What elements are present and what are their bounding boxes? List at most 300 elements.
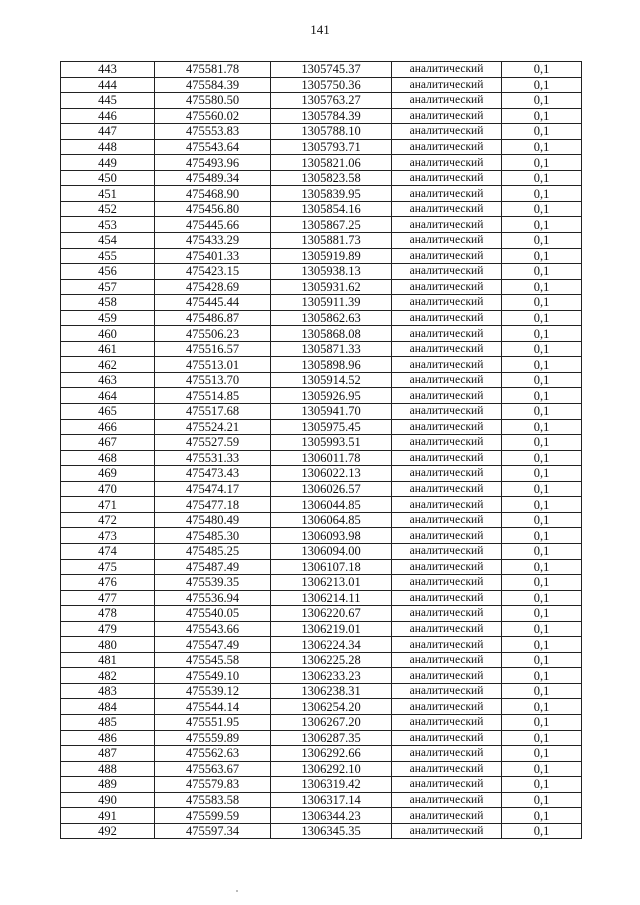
point-number-cell: 447 bbox=[61, 124, 155, 140]
method-cell: аналитический bbox=[392, 217, 502, 233]
x-coordinate-cell: 475513.01 bbox=[155, 357, 271, 373]
point-number-cell: 480 bbox=[61, 637, 155, 653]
x-coordinate-cell: 475543.66 bbox=[155, 621, 271, 637]
y-coordinate-cell: 1305898.96 bbox=[271, 357, 392, 373]
accuracy-cell: 0,1 bbox=[502, 683, 582, 699]
point-number-cell: 451 bbox=[61, 186, 155, 202]
table-row bbox=[61, 730, 582, 746]
accuracy-cell: 0,1 bbox=[502, 777, 582, 793]
method-cell: аналитический bbox=[392, 419, 502, 435]
x-coordinate-cell: 475445.66 bbox=[155, 217, 271, 233]
method-cell: аналитический bbox=[392, 652, 502, 668]
table-row bbox=[61, 186, 582, 202]
table-row bbox=[61, 528, 582, 544]
method-cell: аналитический bbox=[392, 404, 502, 420]
table-row bbox=[61, 419, 582, 435]
method-cell: аналитический bbox=[392, 543, 502, 559]
method-cell: аналитический bbox=[392, 777, 502, 793]
method-cell: аналитический bbox=[392, 279, 502, 295]
table-row bbox=[61, 683, 582, 699]
point-number-cell: 443 bbox=[61, 62, 155, 78]
y-coordinate-cell: 1305854.16 bbox=[271, 201, 392, 217]
accuracy-cell: 0,1 bbox=[502, 808, 582, 824]
x-coordinate-cell: 475487.49 bbox=[155, 559, 271, 575]
y-coordinate-cell: 1306267.20 bbox=[271, 714, 392, 730]
x-coordinate-cell: 475433.29 bbox=[155, 233, 271, 249]
y-coordinate-cell: 1305784.39 bbox=[271, 108, 392, 124]
table-row bbox=[61, 808, 582, 824]
y-coordinate-cell: 1306093.98 bbox=[271, 528, 392, 544]
y-coordinate-cell: 1306292.66 bbox=[271, 746, 392, 762]
point-number-cell: 485 bbox=[61, 714, 155, 730]
accuracy-cell: 0,1 bbox=[502, 77, 582, 93]
accuracy-cell: 0,1 bbox=[502, 139, 582, 155]
x-coordinate-cell: 475562.63 bbox=[155, 746, 271, 762]
table-row bbox=[61, 668, 582, 684]
accuracy-cell: 0,1 bbox=[502, 388, 582, 404]
accuracy-cell: 0,1 bbox=[502, 450, 582, 466]
x-coordinate-cell: 475559.89 bbox=[155, 730, 271, 746]
x-coordinate-cell: 475583.58 bbox=[155, 792, 271, 808]
table-row bbox=[61, 170, 582, 186]
table-row bbox=[61, 450, 582, 466]
x-coordinate-cell: 475473.43 bbox=[155, 466, 271, 482]
x-coordinate-cell: 475599.59 bbox=[155, 808, 271, 824]
y-coordinate-cell: 1306011.78 bbox=[271, 450, 392, 466]
point-number-cell: 479 bbox=[61, 621, 155, 637]
y-coordinate-cell: 1305823.58 bbox=[271, 170, 392, 186]
y-coordinate-cell: 1305938.13 bbox=[271, 264, 392, 280]
point-number-cell: 446 bbox=[61, 108, 155, 124]
accuracy-cell: 0,1 bbox=[502, 590, 582, 606]
method-cell: аналитический bbox=[392, 466, 502, 482]
y-coordinate-cell: 1306064.85 bbox=[271, 512, 392, 528]
y-coordinate-cell: 1305919.89 bbox=[271, 248, 392, 264]
x-coordinate-cell: 475480.49 bbox=[155, 512, 271, 528]
y-coordinate-cell: 1305941.70 bbox=[271, 404, 392, 420]
accuracy-cell: 0,1 bbox=[502, 326, 582, 342]
point-number-cell: 486 bbox=[61, 730, 155, 746]
accuracy-cell: 0,1 bbox=[502, 543, 582, 559]
x-coordinate-cell: 475456.80 bbox=[155, 201, 271, 217]
x-coordinate-cell: 475581.78 bbox=[155, 62, 271, 78]
method-cell: аналитический bbox=[392, 761, 502, 777]
x-coordinate-cell: 475549.10 bbox=[155, 668, 271, 684]
point-number-cell: 471 bbox=[61, 497, 155, 513]
table-row bbox=[61, 637, 582, 653]
x-coordinate-cell: 475485.30 bbox=[155, 528, 271, 544]
table-row bbox=[61, 108, 582, 124]
x-coordinate-cell: 475551.95 bbox=[155, 714, 271, 730]
x-coordinate-cell: 475579.83 bbox=[155, 777, 271, 793]
point-number-cell: 462 bbox=[61, 357, 155, 373]
y-coordinate-cell: 1305911.39 bbox=[271, 295, 392, 311]
accuracy-cell: 0,1 bbox=[502, 248, 582, 264]
y-coordinate-cell: 1306094.00 bbox=[271, 543, 392, 559]
method-cell: аналитический bbox=[392, 683, 502, 699]
y-coordinate-cell: 1305763.27 bbox=[271, 93, 392, 109]
table-row bbox=[61, 699, 582, 715]
y-coordinate-cell: 1306224.34 bbox=[271, 637, 392, 653]
accuracy-cell: 0,1 bbox=[502, 466, 582, 482]
point-number-cell: 477 bbox=[61, 590, 155, 606]
accuracy-cell: 0,1 bbox=[502, 170, 582, 186]
x-coordinate-cell: 475489.34 bbox=[155, 170, 271, 186]
x-coordinate-cell: 475539.35 bbox=[155, 575, 271, 591]
x-coordinate-cell: 475445.44 bbox=[155, 295, 271, 311]
x-coordinate-cell: 475540.05 bbox=[155, 606, 271, 622]
y-coordinate-cell: 1306345.35 bbox=[271, 823, 392, 839]
y-coordinate-cell: 1305881.73 bbox=[271, 233, 392, 249]
method-cell: аналитический bbox=[392, 326, 502, 342]
table-row bbox=[61, 279, 582, 295]
point-number-cell: 459 bbox=[61, 310, 155, 326]
point-number-cell: 464 bbox=[61, 388, 155, 404]
x-coordinate-cell: 475584.39 bbox=[155, 77, 271, 93]
table-row bbox=[61, 652, 582, 668]
point-number-cell: 478 bbox=[61, 606, 155, 622]
accuracy-cell: 0,1 bbox=[502, 357, 582, 373]
x-coordinate-cell: 475531.33 bbox=[155, 450, 271, 466]
table-row bbox=[61, 388, 582, 404]
table-row bbox=[61, 543, 582, 559]
x-coordinate-cell: 475401.33 bbox=[155, 248, 271, 264]
method-cell: аналитический bbox=[392, 170, 502, 186]
table-row bbox=[61, 77, 582, 93]
table-row bbox=[61, 93, 582, 109]
accuracy-cell: 0,1 bbox=[502, 310, 582, 326]
table-row bbox=[61, 575, 582, 591]
table-row bbox=[61, 761, 582, 777]
accuracy-cell: 0,1 bbox=[502, 668, 582, 684]
method-cell: аналитический bbox=[392, 435, 502, 451]
table-row bbox=[61, 512, 582, 528]
x-coordinate-cell: 475545.58 bbox=[155, 652, 271, 668]
method-cell: аналитический bbox=[392, 621, 502, 637]
accuracy-cell: 0,1 bbox=[502, 233, 582, 249]
point-number-cell: 490 bbox=[61, 792, 155, 808]
accuracy-cell: 0,1 bbox=[502, 279, 582, 295]
y-coordinate-cell: 1305745.37 bbox=[271, 62, 392, 78]
accuracy-cell: 0,1 bbox=[502, 93, 582, 109]
method-cell: аналитический bbox=[392, 528, 502, 544]
accuracy-cell: 0,1 bbox=[502, 404, 582, 420]
table-row bbox=[61, 777, 582, 793]
x-coordinate-cell: 475517.68 bbox=[155, 404, 271, 420]
x-coordinate-cell: 475544.14 bbox=[155, 699, 271, 715]
point-number-cell: 460 bbox=[61, 326, 155, 342]
accuracy-cell: 0,1 bbox=[502, 341, 582, 357]
table-row bbox=[61, 139, 582, 155]
accuracy-cell: 0,1 bbox=[502, 730, 582, 746]
point-number-cell: 467 bbox=[61, 435, 155, 451]
accuracy-cell: 0,1 bbox=[502, 746, 582, 762]
y-coordinate-cell: 1306319.42 bbox=[271, 777, 392, 793]
method-cell: аналитический bbox=[392, 139, 502, 155]
accuracy-cell: 0,1 bbox=[502, 652, 582, 668]
point-number-cell: 452 bbox=[61, 201, 155, 217]
x-coordinate-cell: 475493.96 bbox=[155, 155, 271, 171]
y-coordinate-cell: 1305871.33 bbox=[271, 341, 392, 357]
accuracy-cell: 0,1 bbox=[502, 792, 582, 808]
point-number-cell: 475 bbox=[61, 559, 155, 575]
method-cell: аналитический bbox=[392, 668, 502, 684]
y-coordinate-cell: 1306107.18 bbox=[271, 559, 392, 575]
y-coordinate-cell: 1306254.20 bbox=[271, 699, 392, 715]
table-row bbox=[61, 714, 582, 730]
table-row bbox=[61, 341, 582, 357]
y-coordinate-cell: 1306317.14 bbox=[271, 792, 392, 808]
x-coordinate-cell: 475580.50 bbox=[155, 93, 271, 109]
method-cell: аналитический bbox=[392, 714, 502, 730]
accuracy-cell: 0,1 bbox=[502, 512, 582, 528]
y-coordinate-cell: 1305839.95 bbox=[271, 186, 392, 202]
point-number-cell: 482 bbox=[61, 668, 155, 684]
table-row bbox=[61, 357, 582, 373]
table-row bbox=[61, 372, 582, 388]
method-cell: аналитический bbox=[392, 310, 502, 326]
table-row bbox=[61, 62, 582, 78]
point-number-cell: 455 bbox=[61, 248, 155, 264]
table-row bbox=[61, 233, 582, 249]
accuracy-cell: 0,1 bbox=[502, 637, 582, 653]
table-row bbox=[61, 217, 582, 233]
y-coordinate-cell: 1305867.25 bbox=[271, 217, 392, 233]
coordinates-table bbox=[60, 61, 582, 839]
accuracy-cell: 0,1 bbox=[502, 699, 582, 715]
accuracy-cell: 0,1 bbox=[502, 419, 582, 435]
method-cell: аналитический bbox=[392, 606, 502, 622]
accuracy-cell: 0,1 bbox=[502, 155, 582, 171]
y-coordinate-cell: 1305926.95 bbox=[271, 388, 392, 404]
table-row bbox=[61, 559, 582, 575]
accuracy-cell: 0,1 bbox=[502, 575, 582, 591]
x-coordinate-cell: 475527.59 bbox=[155, 435, 271, 451]
accuracy-cell: 0,1 bbox=[502, 714, 582, 730]
method-cell: аналитический bbox=[392, 124, 502, 140]
x-coordinate-cell: 475428.69 bbox=[155, 279, 271, 295]
point-number-cell: 458 bbox=[61, 295, 155, 311]
y-coordinate-cell: 1306214.11 bbox=[271, 590, 392, 606]
accuracy-cell: 0,1 bbox=[502, 186, 582, 202]
accuracy-cell: 0,1 bbox=[502, 295, 582, 311]
method-cell: аналитический bbox=[392, 357, 502, 373]
y-coordinate-cell: 1305821.06 bbox=[271, 155, 392, 171]
point-number-cell: 483 bbox=[61, 683, 155, 699]
y-coordinate-cell: 1306238.31 bbox=[271, 683, 392, 699]
y-coordinate-cell: 1306292.10 bbox=[271, 761, 392, 777]
method-cell: аналитический bbox=[392, 77, 502, 93]
y-coordinate-cell: 1306213.01 bbox=[271, 575, 392, 591]
point-number-cell: 466 bbox=[61, 419, 155, 435]
y-coordinate-cell: 1305931.62 bbox=[271, 279, 392, 295]
point-number-cell: 492 bbox=[61, 823, 155, 839]
point-number-cell: 444 bbox=[61, 77, 155, 93]
x-coordinate-cell: 475423.15 bbox=[155, 264, 271, 280]
point-number-cell: 487 bbox=[61, 746, 155, 762]
accuracy-cell: 0,1 bbox=[502, 435, 582, 451]
table-row bbox=[61, 746, 582, 762]
x-coordinate-cell: 475563.67 bbox=[155, 761, 271, 777]
table-row bbox=[61, 481, 582, 497]
x-coordinate-cell: 475514.85 bbox=[155, 388, 271, 404]
x-coordinate-cell: 475543.64 bbox=[155, 139, 271, 155]
method-cell: аналитический bbox=[392, 637, 502, 653]
y-coordinate-cell: 1305750.36 bbox=[271, 77, 392, 93]
point-number-cell: 473 bbox=[61, 528, 155, 544]
accuracy-cell: 0,1 bbox=[502, 481, 582, 497]
method-cell: аналитический bbox=[392, 341, 502, 357]
y-coordinate-cell: 1306220.67 bbox=[271, 606, 392, 622]
table-row bbox=[61, 124, 582, 140]
point-number-cell: 484 bbox=[61, 699, 155, 715]
point-number-cell: 465 bbox=[61, 404, 155, 420]
accuracy-cell: 0,1 bbox=[502, 62, 582, 78]
method-cell: аналитический bbox=[392, 372, 502, 388]
accuracy-cell: 0,1 bbox=[502, 124, 582, 140]
point-number-cell: 461 bbox=[61, 341, 155, 357]
point-number-cell: 474 bbox=[61, 543, 155, 559]
point-number-cell: 453 bbox=[61, 217, 155, 233]
scan-speck bbox=[236, 890, 238, 892]
y-coordinate-cell: 1306287.35 bbox=[271, 730, 392, 746]
table-row bbox=[61, 310, 582, 326]
x-coordinate-cell: 475539.12 bbox=[155, 683, 271, 699]
point-number-cell: 456 bbox=[61, 264, 155, 280]
point-number-cell: 457 bbox=[61, 279, 155, 295]
y-coordinate-cell: 1305975.45 bbox=[271, 419, 392, 435]
y-coordinate-cell: 1306044.85 bbox=[271, 497, 392, 513]
point-number-cell: 463 bbox=[61, 372, 155, 388]
table-row bbox=[61, 621, 582, 637]
method-cell: аналитический bbox=[392, 201, 502, 217]
point-number-cell: 470 bbox=[61, 481, 155, 497]
point-number-cell: 491 bbox=[61, 808, 155, 824]
table-row bbox=[61, 326, 582, 342]
point-number-cell: 469 bbox=[61, 466, 155, 482]
page-number: 141 bbox=[310, 22, 330, 37]
method-cell: аналитический bbox=[392, 481, 502, 497]
point-number-cell: 489 bbox=[61, 777, 155, 793]
point-number-cell: 454 bbox=[61, 233, 155, 249]
method-cell: аналитический bbox=[392, 823, 502, 839]
method-cell: аналитический bbox=[392, 233, 502, 249]
table-row bbox=[61, 264, 582, 280]
method-cell: аналитический bbox=[392, 93, 502, 109]
x-coordinate-cell: 475468.90 bbox=[155, 186, 271, 202]
point-number-cell: 448 bbox=[61, 139, 155, 155]
method-cell: аналитический bbox=[392, 746, 502, 762]
accuracy-cell: 0,1 bbox=[502, 823, 582, 839]
y-coordinate-cell: 1305793.71 bbox=[271, 139, 392, 155]
method-cell: аналитический bbox=[392, 155, 502, 171]
x-coordinate-cell: 475553.83 bbox=[155, 124, 271, 140]
table-row bbox=[61, 404, 582, 420]
table-row bbox=[61, 435, 582, 451]
table-row bbox=[61, 466, 582, 482]
method-cell: аналитический bbox=[392, 108, 502, 124]
point-number-cell: 450 bbox=[61, 170, 155, 186]
x-coordinate-cell: 475477.18 bbox=[155, 497, 271, 513]
point-number-cell: 445 bbox=[61, 93, 155, 109]
method-cell: аналитический bbox=[392, 388, 502, 404]
method-cell: аналитический bbox=[392, 264, 502, 280]
table-row bbox=[61, 295, 582, 311]
accuracy-cell: 0,1 bbox=[502, 621, 582, 637]
table-row bbox=[61, 248, 582, 264]
table-row bbox=[61, 606, 582, 622]
x-coordinate-cell: 475506.23 bbox=[155, 326, 271, 342]
method-cell: аналитический bbox=[392, 295, 502, 311]
y-coordinate-cell: 1305993.51 bbox=[271, 435, 392, 451]
accuracy-cell: 0,1 bbox=[502, 372, 582, 388]
y-coordinate-cell: 1306344.23 bbox=[271, 808, 392, 824]
x-coordinate-cell: 475597.34 bbox=[155, 823, 271, 839]
method-cell: аналитический bbox=[392, 559, 502, 575]
point-number-cell: 481 bbox=[61, 652, 155, 668]
x-coordinate-cell: 475547.49 bbox=[155, 637, 271, 653]
method-cell: аналитический bbox=[392, 62, 502, 78]
point-number-cell: 476 bbox=[61, 575, 155, 591]
y-coordinate-cell: 1306233.23 bbox=[271, 668, 392, 684]
accuracy-cell: 0,1 bbox=[502, 217, 582, 233]
x-coordinate-cell: 475536.94 bbox=[155, 590, 271, 606]
coordinates-table-body bbox=[61, 62, 582, 839]
point-number-cell: 449 bbox=[61, 155, 155, 171]
table-row bbox=[61, 792, 582, 808]
accuracy-cell: 0,1 bbox=[502, 528, 582, 544]
method-cell: аналитический bbox=[392, 808, 502, 824]
accuracy-cell: 0,1 bbox=[502, 201, 582, 217]
y-coordinate-cell: 1305862.63 bbox=[271, 310, 392, 326]
accuracy-cell: 0,1 bbox=[502, 761, 582, 777]
y-coordinate-cell: 1305788.10 bbox=[271, 124, 392, 140]
method-cell: аналитический bbox=[392, 497, 502, 513]
y-coordinate-cell: 1306022.13 bbox=[271, 466, 392, 482]
method-cell: аналитический bbox=[392, 450, 502, 466]
x-coordinate-cell: 475485.25 bbox=[155, 543, 271, 559]
point-number-cell: 472 bbox=[61, 512, 155, 528]
x-coordinate-cell: 475560.02 bbox=[155, 108, 271, 124]
method-cell: аналитический bbox=[392, 730, 502, 746]
method-cell: аналитический bbox=[392, 590, 502, 606]
y-coordinate-cell: 1306219.01 bbox=[271, 621, 392, 637]
x-coordinate-cell: 475516.57 bbox=[155, 341, 271, 357]
method-cell: аналитический bbox=[392, 186, 502, 202]
y-coordinate-cell: 1306026.57 bbox=[271, 481, 392, 497]
method-cell: аналитический bbox=[392, 512, 502, 528]
y-coordinate-cell: 1305914.52 bbox=[271, 372, 392, 388]
x-coordinate-cell: 475486.87 bbox=[155, 310, 271, 326]
method-cell: аналитический bbox=[392, 699, 502, 715]
point-number-cell: 468 bbox=[61, 450, 155, 466]
point-number-cell: 488 bbox=[61, 761, 155, 777]
method-cell: аналитический bbox=[392, 248, 502, 264]
table-row bbox=[61, 201, 582, 217]
accuracy-cell: 0,1 bbox=[502, 606, 582, 622]
y-coordinate-cell: 1305868.08 bbox=[271, 326, 392, 342]
accuracy-cell: 0,1 bbox=[502, 264, 582, 280]
x-coordinate-cell: 475513.70 bbox=[155, 372, 271, 388]
table-row bbox=[61, 155, 582, 171]
accuracy-cell: 0,1 bbox=[502, 108, 582, 124]
y-coordinate-cell: 1306225.28 bbox=[271, 652, 392, 668]
table-row bbox=[61, 497, 582, 513]
table-row bbox=[61, 823, 582, 839]
accuracy-cell: 0,1 bbox=[502, 497, 582, 513]
table-row bbox=[61, 590, 582, 606]
accuracy-cell: 0,1 bbox=[502, 559, 582, 575]
